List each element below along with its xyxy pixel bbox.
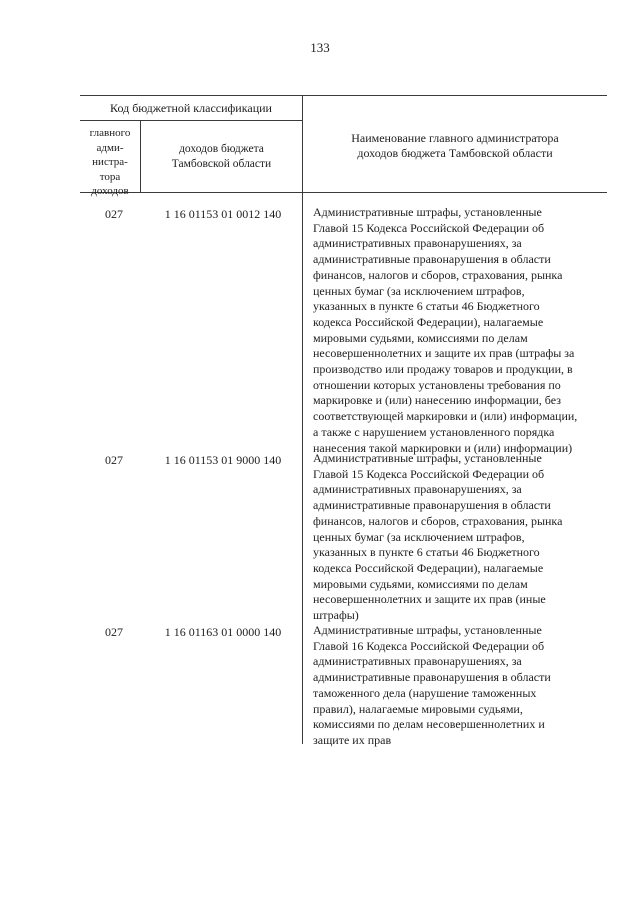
description-line: указанных в пункте 6 статьи 46 Бюджетного [313,299,540,314]
description-line: административные правонарушения в области [313,498,551,513]
row-description [313,205,605,456]
description-line: правил), налагаемые мировыми судьями, [313,701,523,716]
description-line: административные правонарушения в области [313,670,551,685]
kbk-code: 1 16 01153 01 9000 140 [164,453,282,467]
description-line: несовершеннолетних и защите их прав (штрафы за [313,346,575,361]
header-col-kbk-line: доходов бюджета [179,143,264,155]
page-number: 133 [310,40,330,55]
header-col-name-line: Наименование главного администратора [351,131,559,145]
description-line: административные правонарушения в области [313,252,551,267]
header-bottom-rule [80,192,607,193]
description-line: финансов, налогов и сборов, страхования, рынка [313,513,563,528]
table-top-rule [80,95,607,96]
header-col-admin [80,126,140,199]
header-col-admin-line: тора [99,170,121,183]
description-line: административных правонарушениях, за [313,654,522,669]
header-col-admin-line: адми- [96,141,124,154]
description-line: Административные штрафы, установленные [313,623,542,637]
description-line: комиссиями по делам несовершеннолетних и [313,717,545,732]
admin-code: 027 [105,207,123,221]
description-line: производство или продажу товаров и продукции, в [313,362,573,377]
description-line: а также с нарушением установленного порядка [313,424,555,439]
kbk-code: 1 16 01153 01 0012 140 [164,207,282,221]
description-line: нанесения такой маркировки и (или) информации) [313,440,573,455]
description-line: Административные штрафы, установленные [313,451,542,465]
row-description [313,451,605,624]
description-line: кодекса Российской Федерации), налагаемые [313,560,544,575]
description-line: Административные штрафы, установленные [313,205,542,219]
description-line: ценных бумаг (за исключением штрафов, [313,529,525,544]
description-line: финансов, налогов и сборов, страхования, рынка [313,267,563,282]
description-line: кодекса Российской Федерации), налагаемые [313,314,544,329]
admin-code: 027 [105,625,123,639]
description-line: отношении которых установлены требования по [313,377,561,392]
kbk-code: 1 16 01163 01 0000 140 [164,625,282,639]
description-line: соответствующей маркировки и (или) информации, [313,409,578,424]
description-line: Главой 16 Кодекса Российской Федерации об [313,638,545,653]
header-col-kbk-line: Тамбовской области [171,158,272,170]
description-line: штрафы) [313,608,359,623]
description-line: административных правонарушениях, за [313,236,522,251]
description-line: указанных в пункте 6 статьи 46 Бюджетного [313,545,540,560]
description-line: несовершеннолетних и защите их прав (иные [313,592,546,607]
description-line: защите их прав [313,732,392,747]
row-description [313,623,605,749]
header-col-admin-line: нистра- [92,156,128,168]
admin-code: 027 [105,453,123,467]
description-line: таможенного дела (нарушение таможенных [313,685,537,700]
description-line: мировыми судьями, комиссиями по делам [313,576,528,591]
header-group-label: Код бюджетной классификации [110,101,272,115]
description-line: ценных бумаг (за исключением штрафов, [313,283,525,298]
description-line: маркировке и (или) нанесению информации, без [313,393,561,408]
description-line: Главой 15 Кодекса Российской Федерации об [313,220,545,235]
description-line: административных правонарушениях, за [313,482,522,497]
description-line: Главой 15 Кодекса Российской Федерации об [313,466,545,481]
group-header-rule [80,120,302,121]
header-col-admin-line: доходов [91,185,129,197]
header-col-admin-line: главного [89,127,131,139]
description-line: мировыми судьями, комиссиями по делам [313,330,528,345]
column-divider-2 [302,95,303,744]
header-col-name-line: доходов бюджета Тамбовской области [357,146,553,160]
header-col-name [303,131,607,161]
header-col-kbk [141,142,302,172]
